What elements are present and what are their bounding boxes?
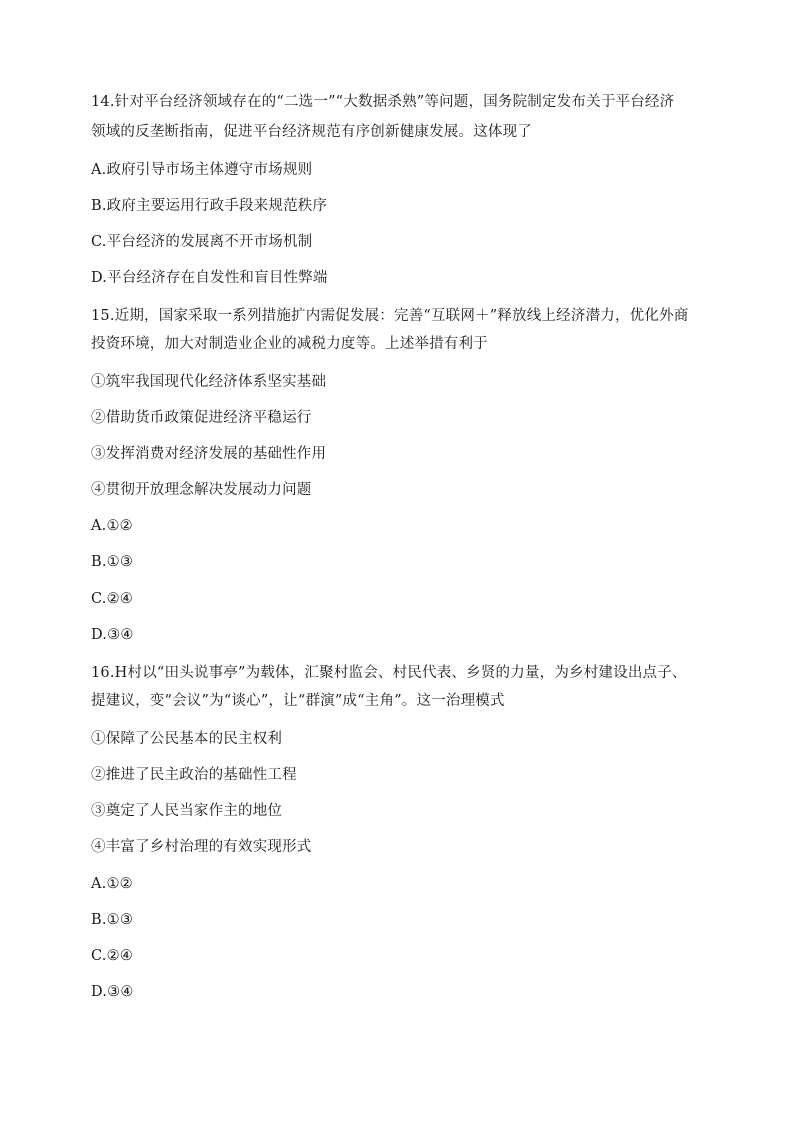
question-15-option-b: B.①③ bbox=[91, 554, 134, 570]
question-14-option-b: B.政府主要运用行政手段来规范秩序 bbox=[91, 198, 328, 214]
question-15-stem-line-2: 投资环境，加大对制造业企业的减税力度等。上述举措有利于 bbox=[91, 336, 488, 352]
question-15-statement-2: ②借助货币政策促进经济平稳运行 bbox=[91, 410, 312, 426]
question-14-option-c: C.平台经济的发展离不开市场机制 bbox=[91, 234, 313, 250]
question-15-option-d: D.③④ bbox=[91, 627, 134, 643]
question-16-statement-2: ②推进了民主政治的基础性工程 bbox=[91, 767, 297, 783]
question-16-option-b: B.①③ bbox=[91, 912, 134, 928]
question-14-stem-line-1: 14.针对平台经济领域存在的“二选一”“大数据杀熟”等问题，国务院制定发布关于平台经济 bbox=[91, 94, 675, 110]
question-14-stem-line-2: 领域的反垄断指南，促进平台经济规范有序创新健康发展。这体现了 bbox=[91, 124, 532, 140]
question-15-option-c: C.②④ bbox=[91, 591, 133, 607]
question-16-option-c: C.②④ bbox=[91, 948, 133, 964]
question-15-statement-3: ③发挥消费对经济发展的基础性作用 bbox=[91, 446, 327, 462]
question-16-statement-4: ④丰富了乡村治理的有效实现形式 bbox=[91, 839, 312, 855]
question-14-option-a: A.政府引导市场主体遵守市场规则 bbox=[91, 162, 313, 178]
question-16-stem-line-1: 16.H村以“田头说事亭”为载体，汇聚村监会、村民代表、乡贤的力量，为乡村建设出点子、 bbox=[91, 665, 687, 681]
question-16-statement-3: ③奠定了人民当家作主的地位 bbox=[91, 803, 283, 819]
question-16-statement-1: ①保障了公民基本的民主权利 bbox=[91, 731, 283, 747]
question-16-stem-line-2: 提建议，变“会议”为“谈心”，让“群演”成“主角”。这一治理模式 bbox=[91, 693, 505, 709]
question-16-option-d: D.③④ bbox=[91, 984, 134, 1000]
question-16-option-a: A.①② bbox=[91, 876, 133, 892]
question-15-stem-line-1: 15.近期，国家采取一系列措施扩内需促发展：完善“互联网＋”释放线上经济潜力，优化外商 bbox=[91, 308, 689, 324]
question-15-statement-4: ④贯彻开放理念解决发展动力问题 bbox=[91, 482, 312, 498]
question-14-option-d: D.平台经济存在自发性和盲目性弊端 bbox=[91, 270, 328, 286]
question-15-statement-1: ①筑牢我国现代化经济体系坚实基础 bbox=[91, 374, 327, 390]
question-15-option-a: A.①② bbox=[91, 518, 133, 534]
